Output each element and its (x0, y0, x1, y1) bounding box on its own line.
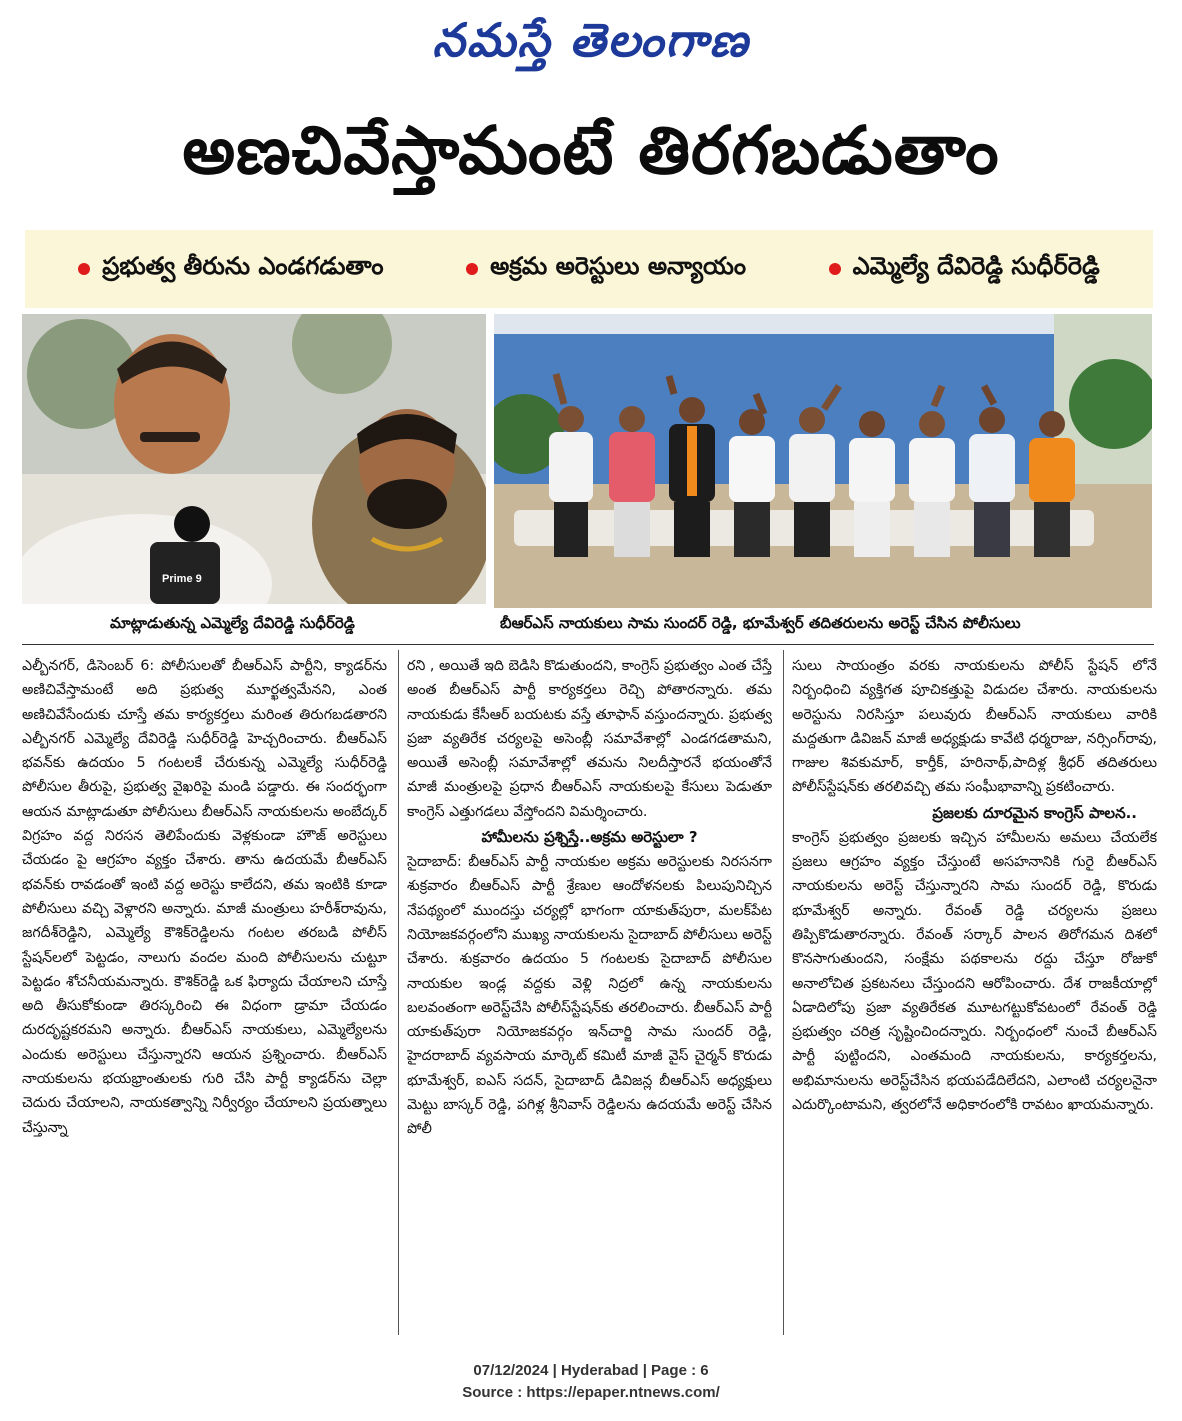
article-paragraph: కాంగ్రెస్ ప్రభుత్వం ప్రజలకు ఇచ్చిన హామీలను అమలు చేయలేక ప్రజలు ఆగ్రహం వ్యక్తం చేస్తుంటే అసహనానికి గురై బీఆర్‌ఎస్ నాయకులను అరెస్ట్ చేస్తున్నారని సామ సుందర్ రెడ్డి, కొరుడు భూమేశ్వర్ అన్నారు. రేవంత్ రెడ్డి చర్యలను ప్రజలు తిప్పికొడుతారన్నారు. రేవంత్ సర్కార్ పాలన తిరోగమన దిశలో కొనసాగుతుందని, సంక్షేమ పథకాలను రద్దు చేస్తూ రోజుకో అనాలోచిత ప్రకటనలు చేస్తుందని ఆరోపించారు. దేశ రాజకీయాల్లో ఏడాదిలోపు ప్రజా వ్యతిరేకత మూటగట్టుకోవటంలో రేవంత్ రెడ్డి ప్రభుత్వం చరిత్ర సృష్టించిందన్నారు. నిర్బంధంలో నుంచే బీఆర్‌ఎస్ పార్టీ పుట్టిందని, ఎంతమంది నాయకులను, కార్యకర్తలను, అభిమానులను అరెస్ట్‌చేసిన భయపడేదిలేదని, ఎలాంటి చర్యలనైనా ఎదుర్కొంటామని, త్వరలోనే అధికారంలోకి రావటం ఖాయమన్నారు. (792, 829, 1157, 1114)
article-column-3 (792, 654, 1157, 1334)
subhead-point-1 (78, 252, 383, 286)
subhead-text: ప్రభుత్వ తీరును ఎండగడుతాం (102, 252, 384, 280)
headline: అణచివేస్తామంటే తిరగబడుతాం (182, 112, 1000, 189)
article-paragraph: సులు సాయంత్రం వరకు నాయకులను పోలీస్ స్టేషన్ లోనే నిర్బంధించి వ్యక్తిగత పూచికత్తుపై విడుదల చేశారు. నాయకులను అరెస్టును నిరసిస్తూ పలువురు బీఆర్‌ఎస్ నాయకులు వారికి మద్దతుగా డివిజన్ మాజీ అధ్యక్షుడు కావేటి ధర్మరాజు, నర్సింగ్‌రావు, గాజుల శివకుమార్, కార్తీక్, హరినాథ్,పాదిళ్ల శ్రీధర్ తదితరులు పోలీస్‌స్టేషన్‌కు తరలివచ్చి తమ సంఘీభావాన్ని ప్రకటించారు. (792, 658, 1157, 796)
article-column-2 (407, 654, 772, 1334)
subhead-point-3 (829, 252, 1100, 286)
photo-brs-leaders (494, 314, 1152, 608)
bullet-icon (829, 263, 841, 275)
subhead-text: అక్రమ అరెస్టులు అన్యాయం (490, 252, 747, 280)
headline-block (20, 96, 1162, 206)
mic-label: Prime 9 (162, 573, 202, 585)
column-divider (398, 650, 399, 1335)
subhead-point-2 (466, 252, 746, 286)
subheading: హామీలను ప్రశ్నిస్తే..అక్రమ అరెస్టులా ? (481, 828, 698, 847)
masthead (0, 6, 1182, 74)
footer-source-line: Source : https://epaper.ntnews.com/ (462, 1384, 720, 1401)
bullet-icon (466, 263, 478, 275)
bullet-icon (78, 263, 90, 275)
subheading: ప్రజలకు దూరమైన కాంగ్రెస్ పాలన.. (932, 803, 1137, 822)
footer-date-line: 07/12/2024 | Hyderabad | Page : 6 (473, 1362, 709, 1379)
column-divider (783, 650, 784, 1335)
article-paragraph: సైదాబాద్: బీఆర్‌ఎస్ పార్టీ నాయకుల అక్రమ అరెస్టులకు నిరసనగా శుక్రవారం బీఆర్‌ఎస్ పార్టీ శ్రేణుల ఆందోళనలకు పిలుపునిచ్చిన నేపథ్యంలో ముందస్తు చర్యల్లో భాగంగా యాకుత్‌పురా, మలక్‌పేట నియోజకవర్గంలోని ముఖ్య నాయకులను సైదాబాద్ పోలీసులు అరెస్ట్ చేశారు. శుక్రవారం ఉదయం 5 గంటలకు సైదాబాద్ పోలీసుల నాయకుల ఇండ్ల వద్దకు వెళ్లి నిద్రలో ఉన్న నాయకులను బలవంతంగా అరెస్ట్‌చేసి పోలీస్‌స్టేషన్‌కు తరలించారు. బీఆర్‌ఎస్ పార్టీ యాకుత్‌పురా నియోజకవర్గం ఇన్‌చార్జి సామ సుందర్ రెడ్డి, హైదరాబాద్ వ్యవసాయ మార్కెట్ కమిటీ మాజీ వైస్ చైర్మన్ కొరుడు భూమేశ్వర్, ఐఎస్ సదన్, సైదాబాద్ డివిజన్ల బీఆర్‌ఎస్ అధ్యక్షులు మెట్టు బాస్కర్ రెడ్డి, పగిళ్ల శ్రీనివాస్ రెడ్డిలను ఉదయమే అరెస్ట్ చేసిన పోలీ (407, 854, 772, 1138)
divider (22, 644, 1154, 645)
article-paragraph: రని , అయితే ఇది బెడిసి కొడుతుందని, కాంగ్రెస్ ప్రభుత్వం ఎంత చేస్తే అంత బీఆర్‌ఎస్ పార్టీ కార్యకర్తలు రెచ్చి పోతారన్నారు. తమ నాయకుడు కేసీఆర్ బయటకు వస్తే తూఫాన్ వస్తుందన్నారు. ప్రభుత్వ ప్రజా వ్యతిరేక చర్యలపై అసెంబ్లీ సమావేశాల్లో ఎండగడతామని, అయితే అసెంబ్లీ సమావేశాల్లో తమను నిలదీస్తారనే భయంతోనే మాజీ మంత్రులపై ప్రధాన బీఆర్‌ఎస్ నాయకులపై కేసులు పెడుతూ కాంగ్రెస్ ఎత్తుగడలు వేస్తోందని విమర్శించారు. (407, 658, 772, 820)
photo-mla-illustration (22, 314, 486, 604)
article-paragraph: ఎల్బీనగర్, డిసెంబర్ 6: పోలీసులతో బీఆర్‌ఎస్ పార్టీని, క్యాడర్‌ను అణిచివేస్తామంటే అది ప్రభుత్వ మూర్ఖత్వమేనని, ఎంత అణిచివేసేందుకు చూస్తే తమ కార్యకర్తలు మరింత తిరుగబడతారని ఎల్బీనగర్ ఎమ్మెల్యే దేవిరెడ్డి సుధీర్‌రెడ్డి హెచ్చరించారు. బీఆర్‌ఎస్ భవన్‌కు ఉదయం 5 గంటలకే చేరుకున్న ఎమ్మెల్యే సుధీర్‌రెడ్డి పోలీసుల తీరుపై, ప్రభుత్వ వైఖరిపై మండి పడ్డారు. ఈ సందర్భంగా ఆయన మాట్లాడుతూ పోలీసులు బీఆర్‌ఎస్ నాయకులను అంబేద్కర్ విగ్రహం వద్ద నిరసన తెలిపేందుకు వెళ్లకుండా హౌజ్ అరెస్టులు చేయడం పై ఆగ్రహం వ్యక్తం చేశారు. తాను ఉదయమే బీఆర్‌ఎస్ భవన్‌కు రావడంతో ఇంటి వద్ద అరెస్టు కాలేదని, తమ ఇంటికి కూడా పోలీసులు వచ్చి వెళ్లారని అన్నారు. మాజీ మంత్రులు హరీశ్‌రావును, జగదీశ్‌రెడ్డిని, ఎమ్మెల్యే కౌశిక్‌రెడ్డిలను గంటల తరబడి పోలీస్ స్టేషన్‌లలో పెట్టడం, నాలుగు వందల మంది పోలీసులను చుట్టూ పెట్టడం శోచనీయమన్నారు. కౌశిక్‌రెడ్డి ఒక ఫిర్యాదు చేయాలని చూస్తే అది తీసుకోకుండా తిరస్కరించి ఈ విధంగా డ్రామా చేయడం దురదృష్టకరమని అన్నారు. బీఆర్‌ఎస్ నాయకులు, ఎమ్మెల్యేలను ఎందుకు అరెస్టులు చేస్తున్నారని ఆయన ప్రశ్నించారు. బీఆర్‌ఎస్ నాయకులను భయభ్రాంతులకు గురి చేసి పార్టీ క్యాడర్‌ను చెల్లా చెదురు చేయాలని, నాయకత్వాన్ని నిర్వీర్యం చేయాలని ప్రయత్నాలు చేస్తున్నా (22, 658, 387, 1136)
photo-caption-right: బీఆర్‌ఎస్ నాయకులు సామ సుందర్ రెడ్డి, భూమేశ్వర్ తదితరులను అరెస్ట్ చేసిన పోలీసులు (500, 614, 1021, 632)
newspaper-logo: నమస్తే తెలంగాణ (432, 13, 750, 67)
photo-group-illustration (494, 314, 1152, 608)
photo-caption-left: మాట్లాడుతున్న ఎమ్మెల్యే దేవిరెడ్డి సుధీర్‌రెడ్డి (110, 614, 355, 632)
subhead-text: ఎమ్మెల్యే దేవిరెడ్డి సుధీర్‌రెడ్డి (852, 252, 1100, 280)
article-column-1 (22, 654, 387, 1334)
photo-mla-speaking (22, 314, 486, 604)
subhead-bar (25, 230, 1153, 308)
page-footer (0, 1360, 1182, 1404)
